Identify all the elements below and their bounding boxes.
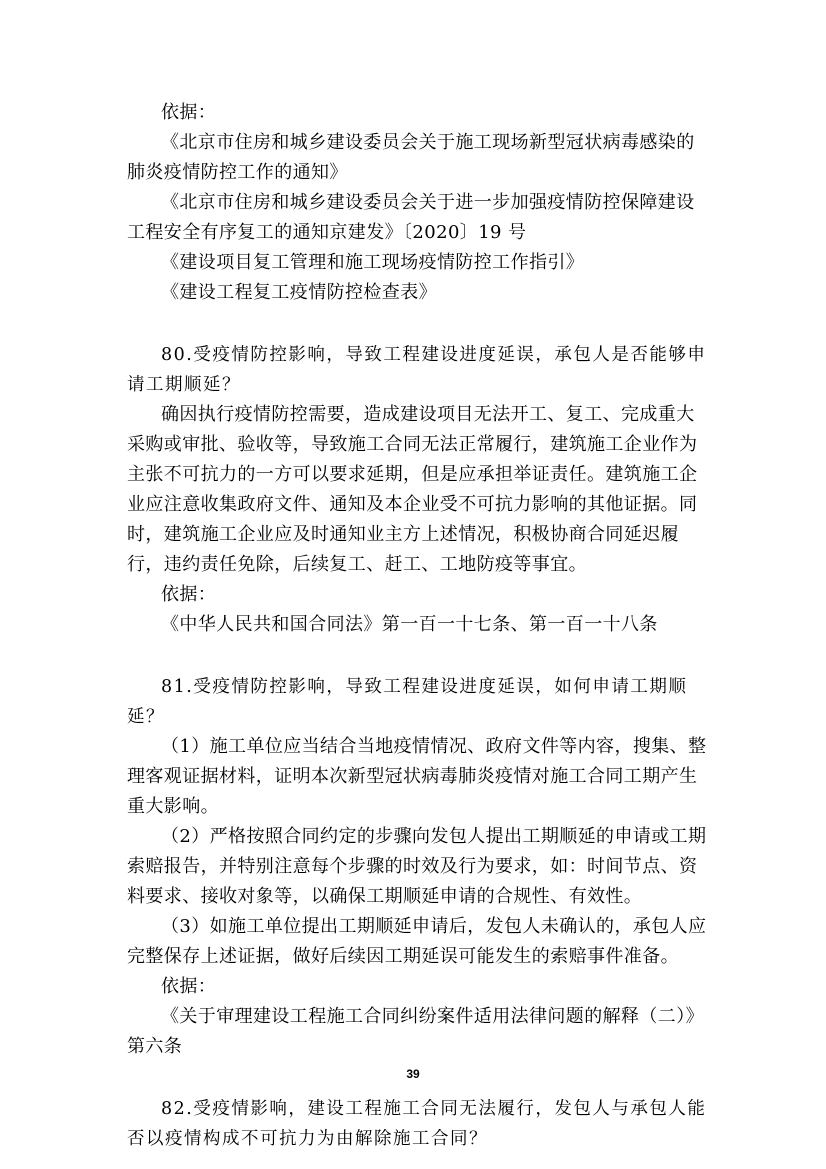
reference-text: 《北京市住房和城乡建设委员会关于进一步加强疫情防控保障建设工程安全有序复工的通知京建发》〔2020〕19 号 — [127, 192, 695, 243]
question-heading: 81.受疫情防控影响，导致工程建设进度延误，如何申请工期顺延？ — [127, 677, 688, 727]
question-80-section — [127, 340, 707, 640]
answer-paragraph: 确因执行疫情防控需要，造成建设项目无法开工、复工、完成重大采购或审批、验收等，导致施工合同无法正常履行，建筑施工企业作为主张不可抗力的一方可以要求延期，但是应承担举证责任。建筑施工企业应注意收集政府文件、通知及本企业受不可抗力影响的其他证据。同时，建筑施工企业应及时通知业主方上述情况，积极协商合同延迟履行，违约责任免除，后续复工、赶工、工地防疫等事宜。 — [127, 404, 698, 575]
page-content — [127, 98, 707, 1154]
basis-label: 依据： — [161, 976, 217, 997]
answer-item: （3）如施工单位提出工期顺延申请后，发包人未确认的，承包人应完整保存上述证据，做好后续因工期延误可能发生的索赔事件准备。 — [127, 916, 707, 967]
section-gap — [127, 308, 707, 340]
question-82-section — [127, 1094, 707, 1154]
reference-text: 《北京市住房和城乡建设委员会关于施工现场新型冠状病毒感染的肺炎疫情防控工作的通知》 — [127, 132, 695, 183]
reference-text: 《建设项目复工管理和施工现场疫情防控工作指引》 — [161, 252, 585, 273]
reference-text: 《建设工程复工疫情防控检查表》 — [161, 282, 437, 303]
question-heading: 82.受疫情影响，建设工程施工合同无法履行，发包人与承包人能否以疫情构成不可抗力为由解除施工合同？ — [127, 1099, 707, 1149]
basis-label: 依据： — [161, 102, 217, 123]
question-81-section — [127, 672, 707, 1062]
section-gap — [127, 640, 707, 672]
question-heading: 80.受疫情防控影响，导致工程建设进度延误，承包人是否能够申请工期顺延？ — [127, 345, 707, 395]
reference-text: 《中华人民共和国合同法》第一百一十七条、第一百一十八条 — [161, 614, 658, 635]
answer-item: （1）施工单位应当结合当地疫情情况、政府文件等内容，搜集、整理客观证据材料，证明本次新型冠状病毒肺炎疫情对施工合同工期产生重大影响。 — [127, 736, 707, 817]
page-number: 39 — [406, 1067, 420, 1081]
basis-label: 依据： — [161, 584, 217, 605]
answer-item: （2）严格按照合同约定的步骤向发包人提出工期顺延的申请或工期索赔报告，并特别注意每个步骤的时效及行为要求，如：时间节点、资料要求、接收对象等，以确保工期顺延申请的合规性、有效性。 — [127, 826, 707, 907]
top-basis-section — [127, 98, 707, 308]
reference-text: 《关于审理建设工程施工合同纠纷案件适用法律问题的解释（二）》第六条 — [127, 1006, 704, 1057]
